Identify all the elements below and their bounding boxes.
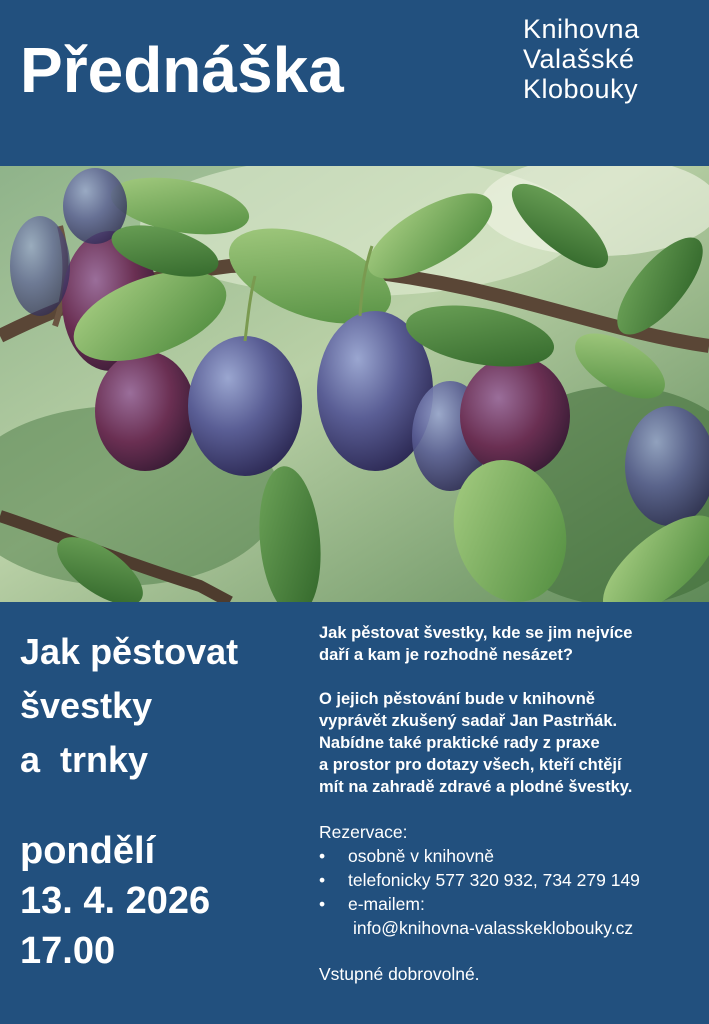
event-date: 13. 4. 2026 bbox=[20, 880, 211, 922]
logo-line-3: Klobouky bbox=[523, 74, 639, 104]
entry-note: Vstupné dobrovolné. bbox=[319, 964, 480, 984]
header bbox=[0, 0, 709, 166]
reservation-phone: telefonicky 577 320 932, 734 279 149 bbox=[348, 870, 640, 890]
reservation-block bbox=[319, 820, 704, 940]
question-line-2: daří a kam je rozhodně nesázet? bbox=[319, 646, 573, 664]
bullet-icon: • bbox=[319, 846, 326, 866]
list-item bbox=[319, 844, 704, 868]
intro-text bbox=[319, 622, 704, 798]
intro-question bbox=[319, 622, 704, 666]
event-datetime bbox=[20, 826, 210, 976]
subtitle-line-3: a trnky bbox=[20, 739, 149, 780]
list-item bbox=[319, 892, 704, 916]
body-line-2: vyprávět zkušený sadař Jan Pastrňák. bbox=[319, 712, 618, 730]
body-line-4: a prostor pro dotazy všech, kteří chtějí bbox=[319, 756, 622, 774]
reservation-email-label: e-mailem: bbox=[348, 894, 425, 914]
library-logo bbox=[523, 14, 693, 104]
page-title: Přednáška bbox=[20, 34, 344, 106]
logo-line-2: Valašské bbox=[523, 44, 635, 74]
reservation-list bbox=[319, 844, 704, 916]
intro-body bbox=[319, 688, 704, 798]
plum-branch-icon bbox=[0, 166, 709, 602]
logo-line-1: Knihovna bbox=[523, 14, 640, 44]
event-day: pondělí bbox=[20, 830, 156, 872]
reservation-in-person: osobně v knihovně bbox=[348, 846, 494, 866]
description-block bbox=[319, 622, 704, 986]
list-item bbox=[319, 868, 704, 892]
subtitle-line-2: švestky bbox=[20, 685, 153, 726]
event-title-block bbox=[20, 625, 310, 787]
reservation-heading: Rezervace: bbox=[319, 822, 408, 842]
plum-photo bbox=[0, 166, 709, 602]
body-line-5: mít na zahradě zdravé a plodné švestky. bbox=[319, 778, 633, 796]
body-line-3: Nabídne také praktické rady z praxe bbox=[319, 734, 600, 752]
question-line-1: Jak pěstovat švestky, kde se jim nejvíce bbox=[319, 624, 633, 642]
bullet-icon: • bbox=[319, 894, 326, 914]
subtitle-line-1: Jak pěstovat bbox=[20, 631, 239, 672]
bullet-icon: • bbox=[319, 870, 326, 890]
event-time: 17.00 bbox=[20, 930, 116, 972]
reservation-email[interactable]: info@knihovna-valasskeklobouky.cz bbox=[353, 918, 634, 938]
body-line-1: O jejich pěstování bude v knihovně bbox=[319, 690, 595, 708]
